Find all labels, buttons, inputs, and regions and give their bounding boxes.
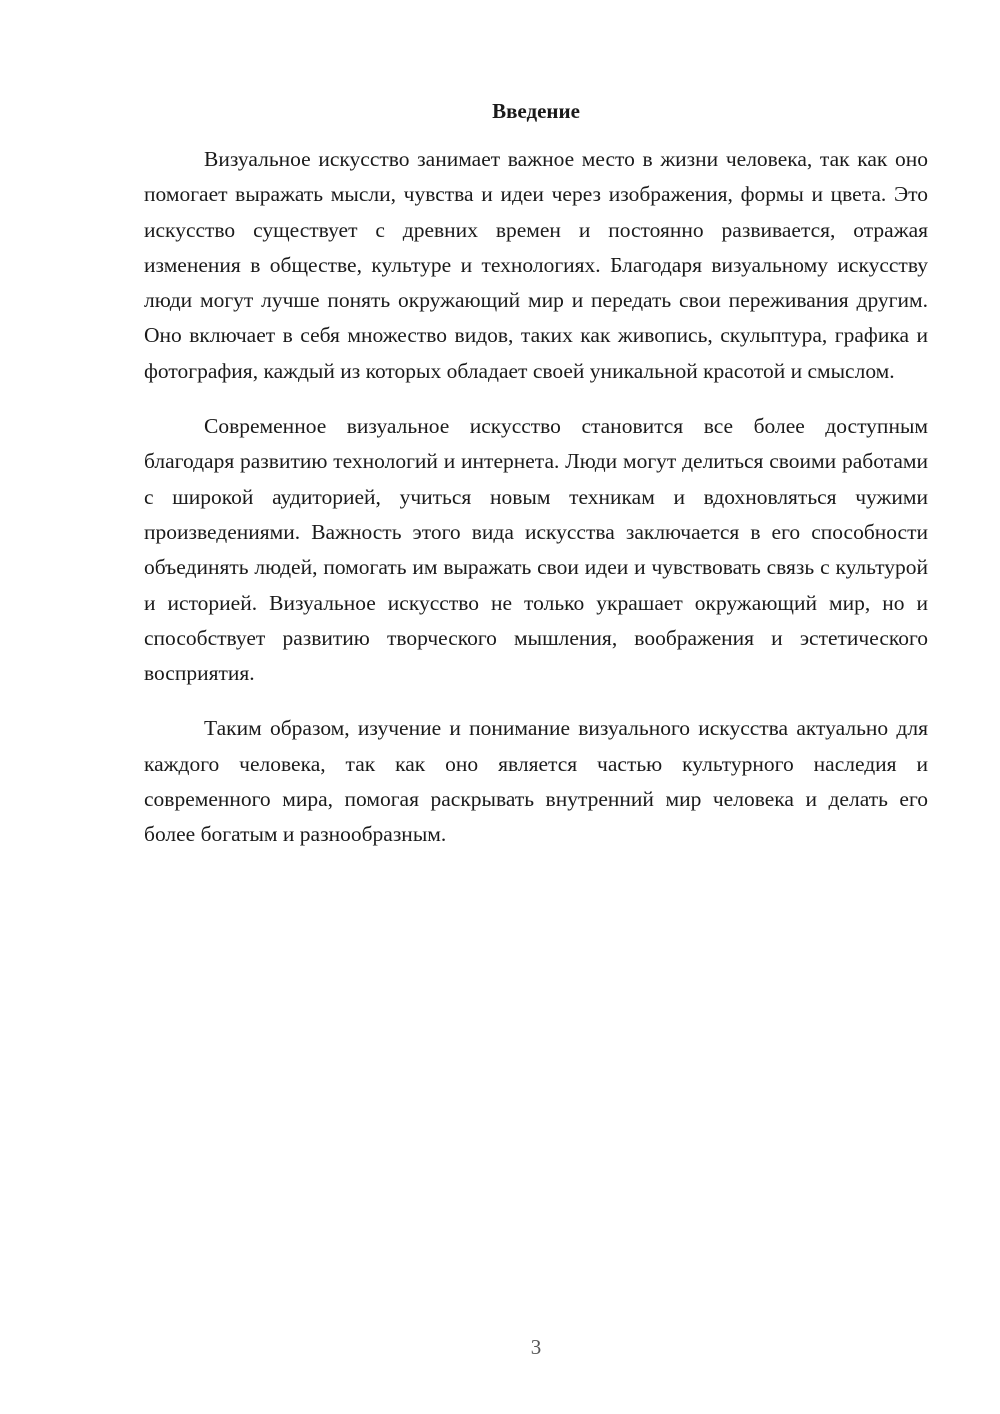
paragraph-2: Современное визуальное искусство становится все более доступным благодаря развитию технологий и интернета. Люди могут делиться своими работами с широкой аудиторией, учиться новым техникам и вдохновляться чужими произведениями. Важность этого вида искусства заключается в его способности объединять людей, помогать им выражать свои идеи и чувствовать связь с культурой и историей. Визуальное искусство не только украшает окружающий мир, но и способствует развитию творческого мышления, воображения и эстетического восприятия. — [144, 414, 928, 686]
paragraph-3: Таким образом, изучение и понимание визуального искусства актуально для каждого человека, так как оно является частью культурного наследия и современного мира, помогая раскрывать внутренний мир человека и делать его более богатым и разнообразным. — [144, 716, 928, 847]
paragraph-1: Визуальное искусство занимает важное место в жизни человека, так как оно помогает выражать мысли, чувства и идеи через изображения, формы и цвета. Это искусство существует с древних времен и постоянно развивается, отражая изменения в обществе, культуре и технологиях. Благодаря визуальному искусству люди могут лучше понять окружающий мир и передать свои переживания другим. Оно включает в себя множество видов, таких как живопись, скульптура, графика и фотография, каждый из которых обладает своей уникальной красотой и смыслом. — [144, 147, 928, 383]
page-number: 3 — [530, 1335, 542, 1359]
section-title: Введение — [492, 99, 580, 123]
body-text — [144, 142, 928, 853]
